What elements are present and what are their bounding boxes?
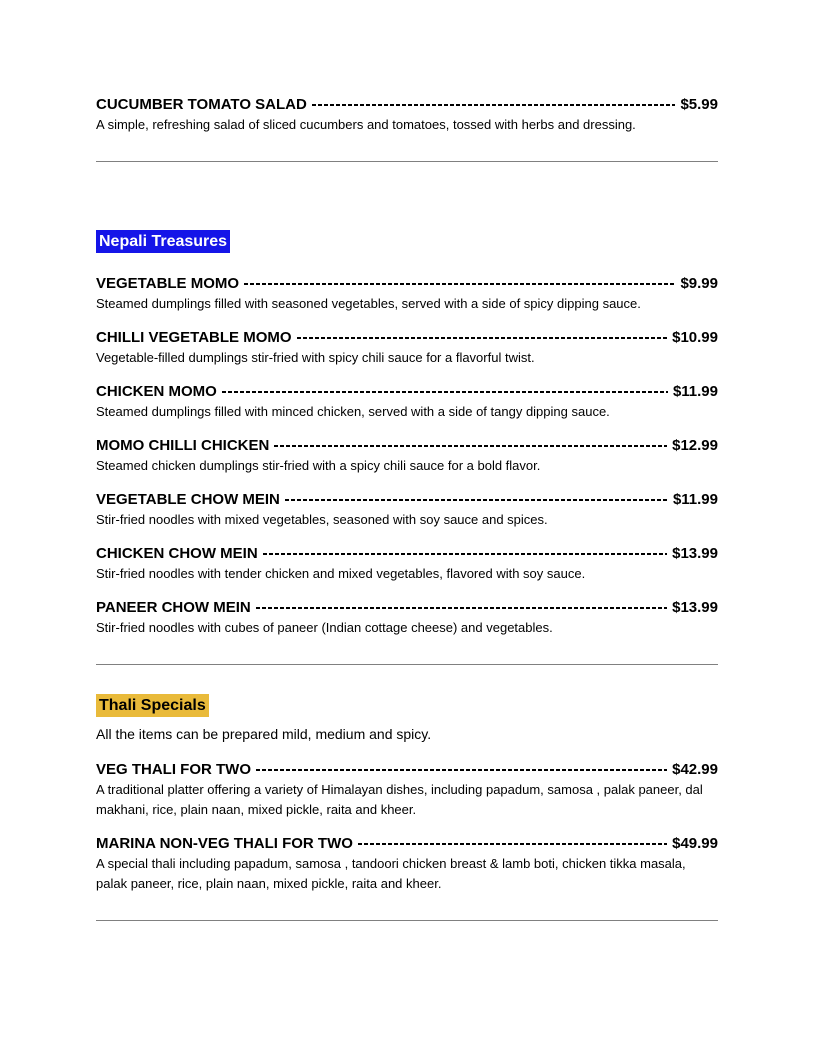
dash-leader-icon xyxy=(222,381,668,402)
menu-item-name: CUCUMBER TOMATO SALAD xyxy=(96,96,307,113)
menu-section-nepali-treasures xyxy=(96,162,718,651)
dash-leader-icon xyxy=(244,273,675,294)
dash-leader-icon xyxy=(285,489,668,510)
section-heading: Nepali Treasures xyxy=(96,230,230,253)
menu-item-price: $11.99 xyxy=(672,491,718,508)
menu-item-description: Stir-fried noodles with mixed vegetables, seasoned with soy sauce and spices. xyxy=(96,512,548,527)
menu-item-name: MOMO CHILLI CHICKEN xyxy=(96,437,270,454)
menu-item-price: $10.99 xyxy=(672,329,718,346)
menu-item-name: VEGETABLE MOMO xyxy=(96,275,240,292)
menu-item xyxy=(96,833,718,894)
menu-item-name: PANEER CHOW MEIN xyxy=(96,599,251,616)
menu-item-name: VEG THALI FOR TWO xyxy=(96,761,251,778)
menu-item-price: $9.99 xyxy=(680,275,718,292)
menu-item-line xyxy=(96,597,718,618)
section-heading-row xyxy=(96,230,718,253)
section-heading-row xyxy=(96,694,718,717)
menu-item-description: A traditional platter offering a variety of Himalayan dishes, including papadum, samosa , palak paneer, dal makhani, rice, plain naan, mixed pickle, raita and kheer. xyxy=(96,782,703,817)
section-note: All the items can be prepared mild, medium and spicy. xyxy=(96,726,432,742)
menu-item-description: Steamed chicken dumplings stir-fried with a spicy chili sauce for a bold flavor. xyxy=(96,458,541,473)
menu-section-salads-tail xyxy=(96,94,718,148)
menu-item-description: Stir-fried noodles with tender chicken and mixed vegetables, flavored with soy sauce. xyxy=(96,566,586,581)
menu-item-name: CHICKEN MOMO xyxy=(96,383,217,400)
dash-leader-icon xyxy=(358,833,667,854)
menu-item xyxy=(96,543,718,584)
menu-item-description: Steamed dumplings filled with seasoned vegetables, served with a side of spicy dipping sauce. xyxy=(96,296,641,311)
menu-item-name: VEGETABLE CHOW MEIN xyxy=(96,491,280,508)
menu-item-line xyxy=(96,381,718,402)
menu-content xyxy=(96,94,718,921)
menu-item xyxy=(96,489,718,530)
menu-item-price: $13.99 xyxy=(672,599,718,616)
menu-item-price: $5.99 xyxy=(680,96,718,113)
menu-item-line xyxy=(96,273,718,294)
dash-leader-icon xyxy=(256,597,667,618)
menu-item-price: $42.99 xyxy=(672,761,718,778)
dash-leader-icon xyxy=(312,94,676,115)
menu-item-name: CHICKEN CHOW MEIN xyxy=(96,545,258,562)
menu-item xyxy=(96,94,718,135)
menu-item-description: Steamed dumplings filled with minced chicken, served with a side of tangy dipping sauce. xyxy=(96,404,610,419)
menu-item-price: $11.99 xyxy=(672,383,718,400)
menu-item-name: MARINA NON-VEG THALI FOR TWO xyxy=(96,835,353,852)
menu-item-price: $13.99 xyxy=(672,545,718,562)
menu-item-description: Stir-fried noodles with cubes of paneer (Indian cottage cheese) and vegetables. xyxy=(96,620,553,635)
menu-item-description: Vegetable-filled dumplings stir-fried with spicy chili sauce for a flavorful twist. xyxy=(96,350,535,365)
menu-item-name: CHILLI VEGETABLE MOMO xyxy=(96,329,292,346)
menu-item-price: $49.99 xyxy=(672,835,718,852)
dash-leader-icon xyxy=(297,327,668,348)
dash-leader-icon xyxy=(263,543,667,564)
menu-item xyxy=(96,273,718,314)
menu-item-description: A special thali including papadum, samosa , tandoori chicken breast & lamb boti, chicken tikka masala, palak paneer, rice, plain naan, mixed pickle, raita and kheer. xyxy=(96,856,686,891)
menu-item xyxy=(96,435,718,476)
dash-leader-icon xyxy=(256,759,667,780)
menu-item xyxy=(96,327,718,368)
section-divider xyxy=(96,920,718,921)
menu-item-line xyxy=(96,489,718,510)
menu-item-line xyxy=(96,543,718,564)
menu-item-price: $12.99 xyxy=(672,437,718,454)
menu-item-line xyxy=(96,759,718,780)
menu-item-line xyxy=(96,94,718,115)
menu-item-description: A simple, refreshing salad of sliced cucumbers and tomatoes, tossed with herbs and dressing. xyxy=(96,117,636,132)
menu-item-line xyxy=(96,435,718,456)
menu-item xyxy=(96,759,718,820)
menu-item xyxy=(96,597,718,638)
menu-item-line xyxy=(96,833,718,854)
section-heading: Thali Specials xyxy=(96,694,209,717)
menu-item xyxy=(96,381,718,422)
menu-item-line xyxy=(96,327,718,348)
dash-leader-icon xyxy=(274,435,667,456)
menu-section-thali-specials xyxy=(96,665,718,907)
